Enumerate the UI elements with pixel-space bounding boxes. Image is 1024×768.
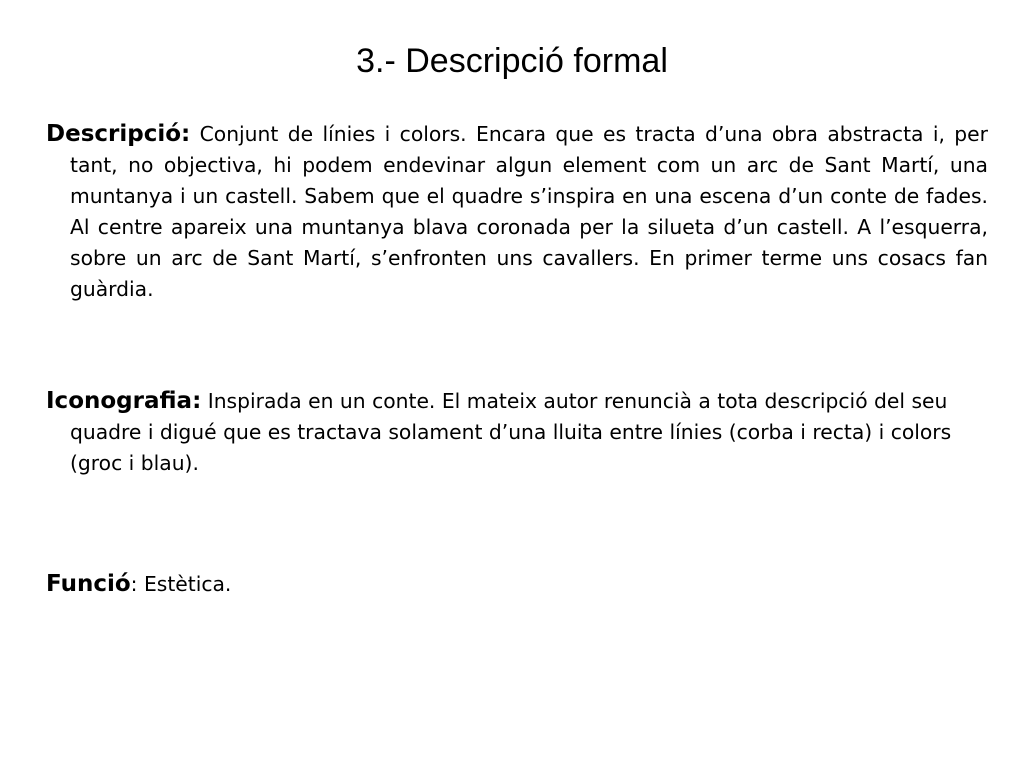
iconografia-paragraph — [46, 386, 988, 479]
funcio-text: Estètica. — [143, 572, 232, 596]
iconografia-text: Inspirada en un conte. El mateix autor renuncià a tota descripció del seu quadre i digué que es tractava solament d’una lluita entre línies (corba i recta) i colors (groc i blau). — [70, 389, 952, 475]
descripcio-paragraph — [46, 119, 988, 305]
iconografia-label: Iconografia: — [46, 388, 202, 414]
funcio-separator: : — [130, 572, 138, 596]
descripcio-label: Descripció: — [46, 121, 191, 147]
slide-title: 3.- Descripció formal — [356, 42, 668, 80]
descripcio-text: Conjunt de línies i colors. Encara que es tracta d’una obra abstracta i, per tant, no objectiva, hi podem endevinar algun element com un arc de Sant Martí, una muntanya i un castell. Sabem que el quadre s’inspira en una escena d’un conte de fades. Al centre apareix una muntanya blava coronada per la silueta d’un castell. A l’esquerra, sobre un arc de Sant Martí, s’enfronten uns cavallers. En primer terme uns cosacs fan guàrdia. — [70, 122, 988, 301]
funcio-paragraph — [46, 569, 988, 600]
funcio-label: Funció — [46, 571, 131, 597]
